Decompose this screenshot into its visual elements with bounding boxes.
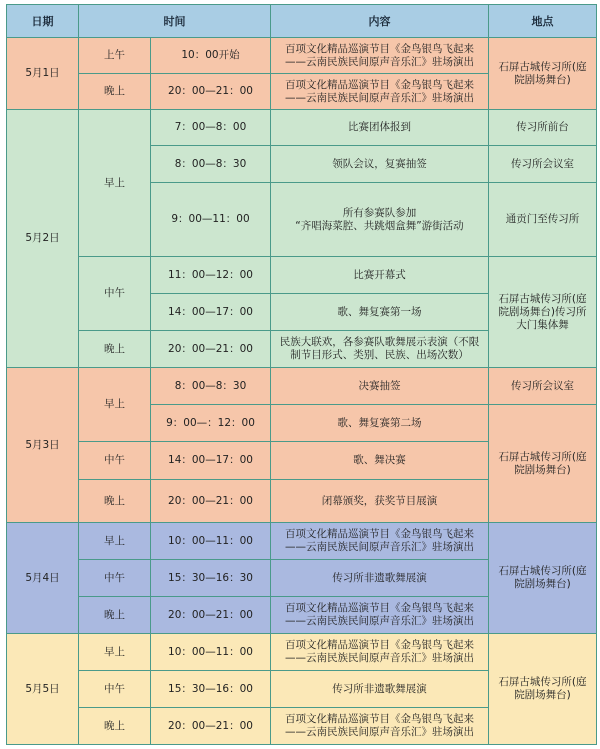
header-time: 时间 <box>79 5 271 38</box>
date-cell: 5月2日 <box>7 110 79 368</box>
time-cell: 20：00—21：00 <box>151 597 271 634</box>
time-cell: 8：00—8：30 <box>151 146 271 183</box>
period-cell: 早上 <box>79 110 151 257</box>
time-cell: 14：00—17：00 <box>151 442 271 480</box>
schedule-table <box>6 4 597 745</box>
content-cell: 决赛抽签 <box>271 368 489 405</box>
content-cell: 比赛团体报到 <box>271 110 489 146</box>
schedule-table-wrapper <box>6 4 597 745</box>
location-cell: 石屏古城传习所(庭 院剧场舞台) <box>489 523 597 634</box>
content-cell: 百项文化精品巡演节目《金鸟银鸟飞起来 ——云南民族民间原声音乐汇》驻场演出 <box>271 708 489 745</box>
period-cell: 晚上 <box>79 597 151 634</box>
period-cell: 晚上 <box>79 708 151 745</box>
header-row <box>7 5 597 38</box>
content-cell: 歌、舞复赛第一场 <box>271 294 489 331</box>
date-cell: 5月5日 <box>7 634 79 745</box>
period-cell: 早上 <box>79 634 151 671</box>
time-cell: 10：00—11：00 <box>151 634 271 671</box>
period-cell: 中午 <box>79 257 151 331</box>
date-cell: 5月4日 <box>7 523 79 634</box>
table-row <box>7 368 597 405</box>
period-cell: 晚上 <box>79 480 151 523</box>
content-cell: 百项文化精品巡演节目《金鸟银鸟飞起来 ——云南民族民间原声音乐汇》驻场演出 <box>271 38 489 74</box>
time-cell: 20：00—21：00 <box>151 708 271 745</box>
time-cell: 10：00开始 <box>151 38 271 74</box>
location-cell: 传习所前台 <box>489 110 597 146</box>
time-cell: 15：30—16：30 <box>151 560 271 597</box>
table-row <box>7 634 597 671</box>
period-cell: 中午 <box>79 442 151 480</box>
location-cell: 石屏古城传习所(庭 院剧场舞台)传习所 大门集体舞 <box>489 257 597 368</box>
time-cell: 14：00—17：00 <box>151 294 271 331</box>
period-cell: 早上 <box>79 368 151 442</box>
content-cell: 领队会议，复赛抽签 <box>271 146 489 183</box>
content-cell: 百项文化精品巡演节目《金鸟银鸟飞起来 ——云南民族民间原声音乐汇》驻场演出 <box>271 74 489 110</box>
period-cell: 上午 <box>79 38 151 74</box>
header-content: 内容 <box>271 5 489 38</box>
content-cell: 百项文化精品巡演节目《金鸟银鸟飞起来 ——云南民族民间原声音乐汇》驻场演出 <box>271 597 489 634</box>
time-cell: 15：30—16：00 <box>151 671 271 708</box>
time-cell: 9：00—11：00 <box>151 183 271 257</box>
time-cell: 7：00—8：00 <box>151 110 271 146</box>
period-cell: 中午 <box>79 560 151 597</box>
period-cell: 中午 <box>79 671 151 708</box>
period-cell: 晚上 <box>79 331 151 368</box>
content-cell: 民族大联欢，各参赛队歌舞展示表演（不限 制节目形式、类别、民族、出场次数） <box>271 331 489 368</box>
content-cell: 传习所非遗歌舞展演 <box>271 671 489 708</box>
table-row <box>7 257 597 294</box>
time-cell: 9：00—：12：00 <box>151 405 271 442</box>
table-row <box>7 38 597 74</box>
date-cell: 5月1日 <box>7 38 79 110</box>
time-cell: 8：00—8：30 <box>151 368 271 405</box>
location-cell: 石屏古城传习所(庭 院剧场舞台) <box>489 38 597 110</box>
location-cell: 石屏古城传习所(庭 院剧场舞台) <box>489 634 597 745</box>
content-cell: 所有参赛队参加 “齐唱海菜腔、共跳烟盒舞”游街活动 <box>271 183 489 257</box>
content-cell: 传习所非遗歌舞展演 <box>271 560 489 597</box>
header-location: 地点 <box>489 5 597 38</box>
table-row <box>7 523 597 560</box>
period-cell: 晚上 <box>79 74 151 110</box>
location-cell: 传习所会议室 <box>489 368 597 405</box>
table-row <box>7 110 597 146</box>
location-cell: 通贡门至传习所 <box>489 183 597 257</box>
header-date: 日期 <box>7 5 79 38</box>
time-cell: 20：00—21：00 <box>151 74 271 110</box>
date-cell: 5月3日 <box>7 368 79 523</box>
period-cell: 早上 <box>79 523 151 560</box>
content-cell: 歌、舞复赛第二场 <box>271 405 489 442</box>
location-cell: 传习所会议室 <box>489 146 597 183</box>
content-cell: 比赛开幕式 <box>271 257 489 294</box>
time-cell: 20：00—21：00 <box>151 480 271 523</box>
content-cell: 百项文化精品巡演节目《金鸟银鸟飞起来 ——云南民族民间原声音乐汇》驻场演出 <box>271 523 489 560</box>
content-cell: 闭幕颁奖，获奖节目展演 <box>271 480 489 523</box>
time-cell: 11：00—12：00 <box>151 257 271 294</box>
content-cell: 歌、舞决赛 <box>271 442 489 480</box>
content-cell: 百项文化精品巡演节目《金鸟银鸟飞起来 ——云南民族民间原声音乐汇》驻场演出 <box>271 634 489 671</box>
time-cell: 10：00—11：00 <box>151 523 271 560</box>
location-cell: 石屏古城传习所(庭 院剧场舞台) <box>489 405 597 523</box>
time-cell: 20：00—21：00 <box>151 331 271 368</box>
